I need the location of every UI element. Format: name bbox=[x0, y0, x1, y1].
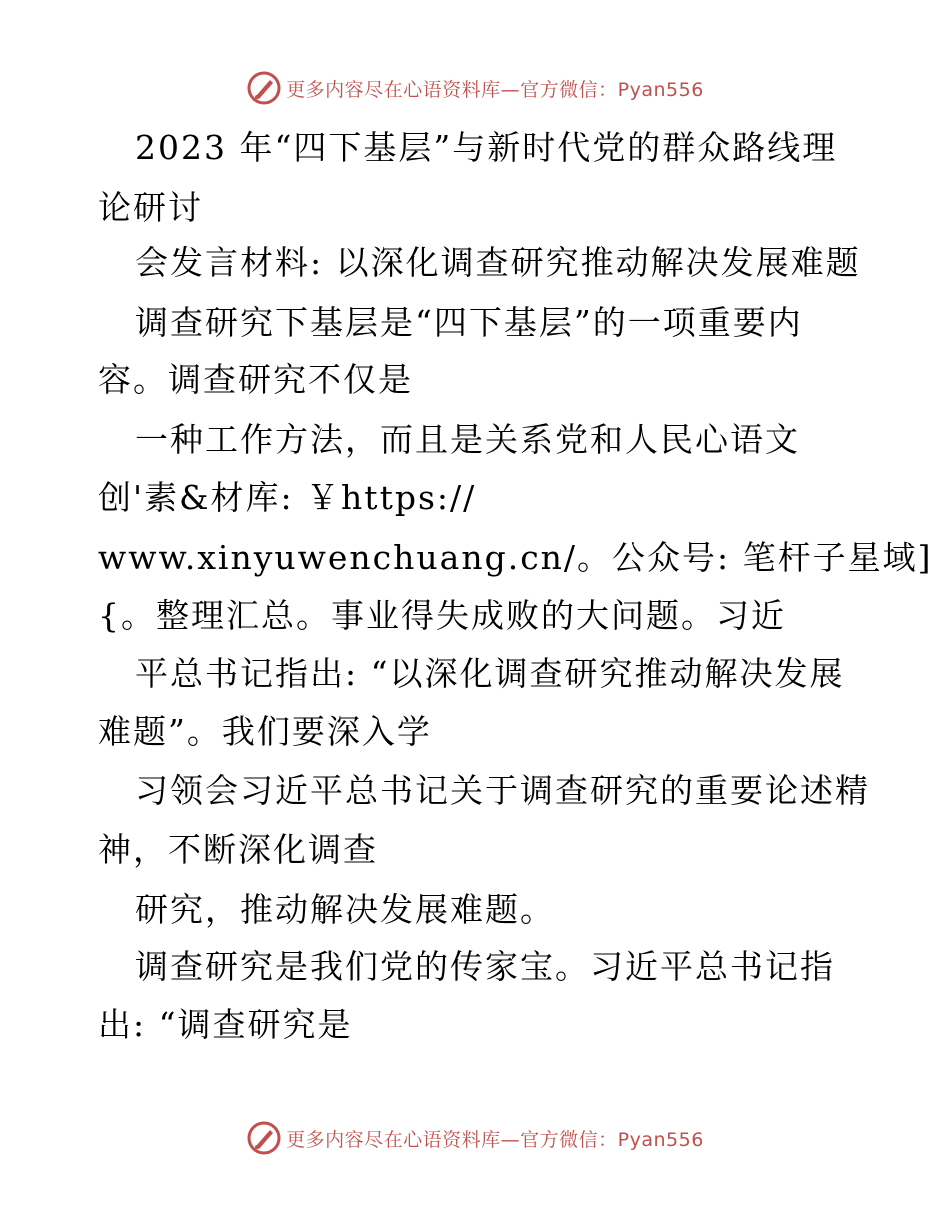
text-line: 习领会习近平总书记关于调查研究的重要论述精 bbox=[135, 771, 870, 810]
text-line: 神，不断深化调查 bbox=[98, 830, 378, 869]
text-line: 2023 年“四下基层”与新时代党的群众路线理 bbox=[135, 128, 838, 167]
banner-text: 更多内容尽在心语资料库—官方微信：Pyan556 bbox=[286, 78, 704, 101]
banner-text: 更多内容尽在心语资料库—官方微信：Pyan556 bbox=[286, 1128, 704, 1151]
text-line: 研究，推动解决发展难题。 bbox=[135, 890, 555, 929]
text-line: 会发言材料: 以深化调查研究推动解决发展难题 bbox=[135, 243, 861, 282]
pen-seal-icon bbox=[246, 1120, 282, 1156]
text-line: www.xinyuwenchuang.cn/。公众号: 笔杆子星域] bbox=[98, 538, 933, 577]
text-line: 创'素&材库: ￥https:// bbox=[98, 478, 477, 517]
text-line: 容。调查研究不仅是 bbox=[98, 360, 413, 399]
text-line: 平总书记指出: “以深化调查研究推动解决发展 bbox=[135, 654, 845, 693]
text-line: 论研讨 bbox=[98, 188, 203, 227]
text-line: 一种工作方法，而且是关系党和人民心语文 bbox=[135, 420, 800, 459]
header-banner bbox=[0, 70, 950, 106]
pen-seal-icon bbox=[246, 70, 282, 106]
text-line: 难题”。我们要深入学 bbox=[98, 712, 432, 751]
footer-banner bbox=[0, 1120, 950, 1156]
text-line: 出: “调查研究是 bbox=[98, 1005, 353, 1044]
text-line: {。整理汇总。事业得失成败的大问题。习近 bbox=[98, 596, 786, 635]
text-line: 调查研究下基层是“四下基层”的一项重要内 bbox=[135, 303, 803, 342]
text-line: 调查研究是我们党的传家宝。习近平总书记指 bbox=[135, 947, 835, 986]
